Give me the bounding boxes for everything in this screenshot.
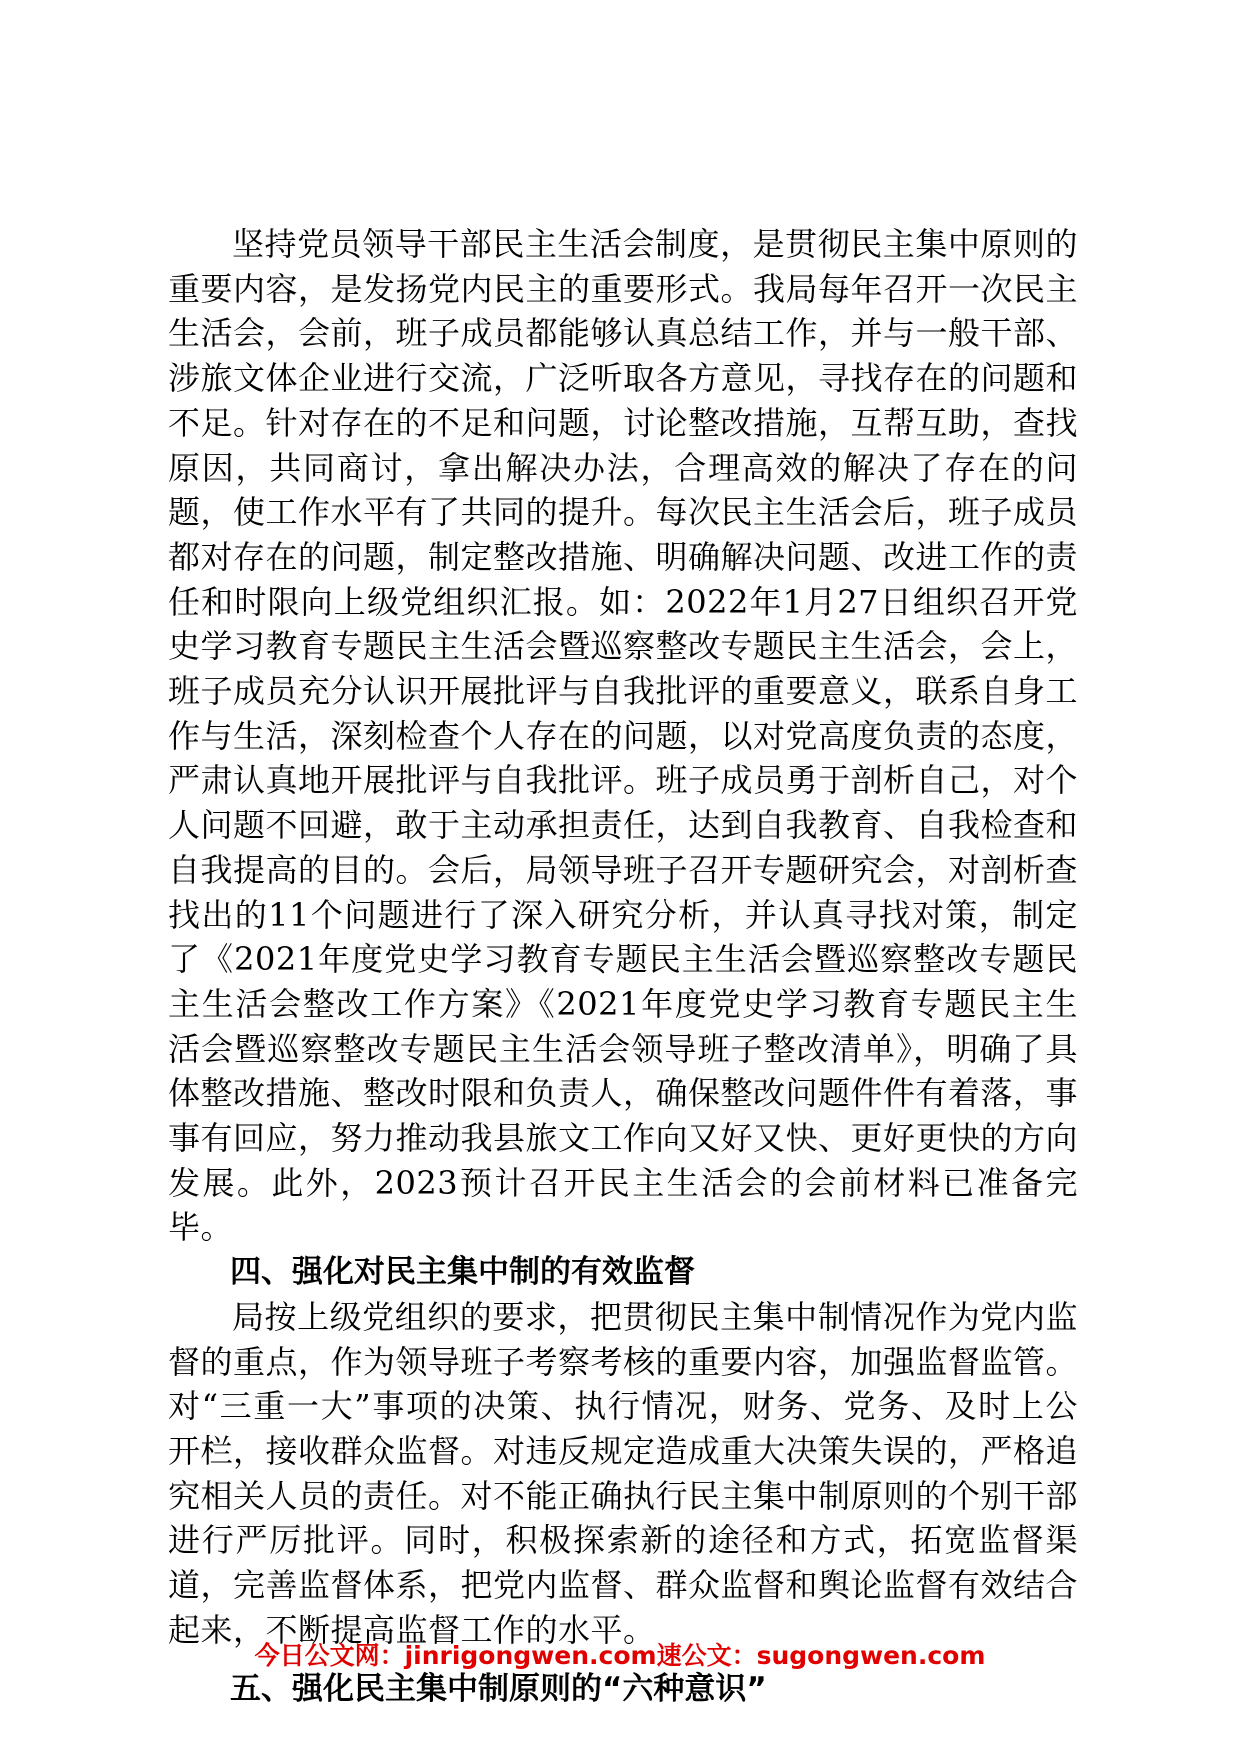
paragraph-democratic-life-meeting: 坚持党员领导干部民主生活会制度，是贯彻民主集中原则的重要内容，是发扬党内民主的重要形式。我局每年召开一次民主生活会，会前，班子成员都能够认真总结工作，并与一般干部、涉旅文体企业进行交流，广泛听取各方意见，寻找存在的问题和不足。针对存在的不足和问题，讨论整改措施，互帮互助，查找原因，共同商讨，拿出解决办法，合理高效的解决了存在的问题，使工作水平有了共同的提升。每次民主生活会后，班子成员都对存在的问题，制定整改措施、明确解决问题、改进工作的责任和时限向上级党组织汇报。如：2022年1月27日组织召开党史学习教育专题民主生活会暨巡察整改专题民主生活会，会上，班子成员充分认识开展批评与自我批评的重要意义，联系自身工作与生活，深刻检查个人存在的问题，以对党高度负责的态度，严肃认真地开展批评与自我批评。班子成员勇于剖析自己，对个人问题不回避，敢于主动承担责任，达到自我教育、自我检查和自我提高的目的。会后，局领导班子召开专题研究会，对剖析查找出的11个问题进行了深入研究分析，并认真寻找对策，制定了《2021年度党史学习教育专题民主生活会暨巡察整改专题民主生活会整改工作方案》《2021年度党史学习教育专题民主生活会暨巡察整改专题民主生活会领导班子整改清单》，明确了具体整改措施、整改时限和负责人，确保整改问题件件有着落，事事有回应，努力推动我县旅文工作向又好又快、更好更快的方向发展。此外，2023预计召开民主生活会的会前材料已准备完毕。 [168,225,1079,1247]
document-body [168,222,1078,1711]
footer-watermark-text: 今日公文网：jinrigongwen.com速公文：sugongwen.com [254,1641,986,1670]
paragraph-supervision: 局按上级党组织的要求，把贯彻民主集中制情况作为党内监督的重点，作为领导班子考察考核的重要内容，加强监督监管。对“三重一大”事项的决策、执行情况，财务、党务、及时上公开栏，接收群众监督。对违反规定造成重大决策失误的，严格追究相关人员的责任。对不能正确执行民主集中制原则的个别干部进行严厉批评。同时，积极探索新的途径和方式，拓宽监督渠道，完善监督体系，把党内监督、群众监督和舆论监督有效结合起来，不断提高监督工作的水平。 [168,1297,1079,1649]
section-heading-4: 四、强化对民主集中制的有效监督 [230,1254,695,1291]
footer-watermark [0,1636,1240,1672]
section-heading-5: 五、强化民主集中制原则的“六种意识” [230,1670,767,1707]
